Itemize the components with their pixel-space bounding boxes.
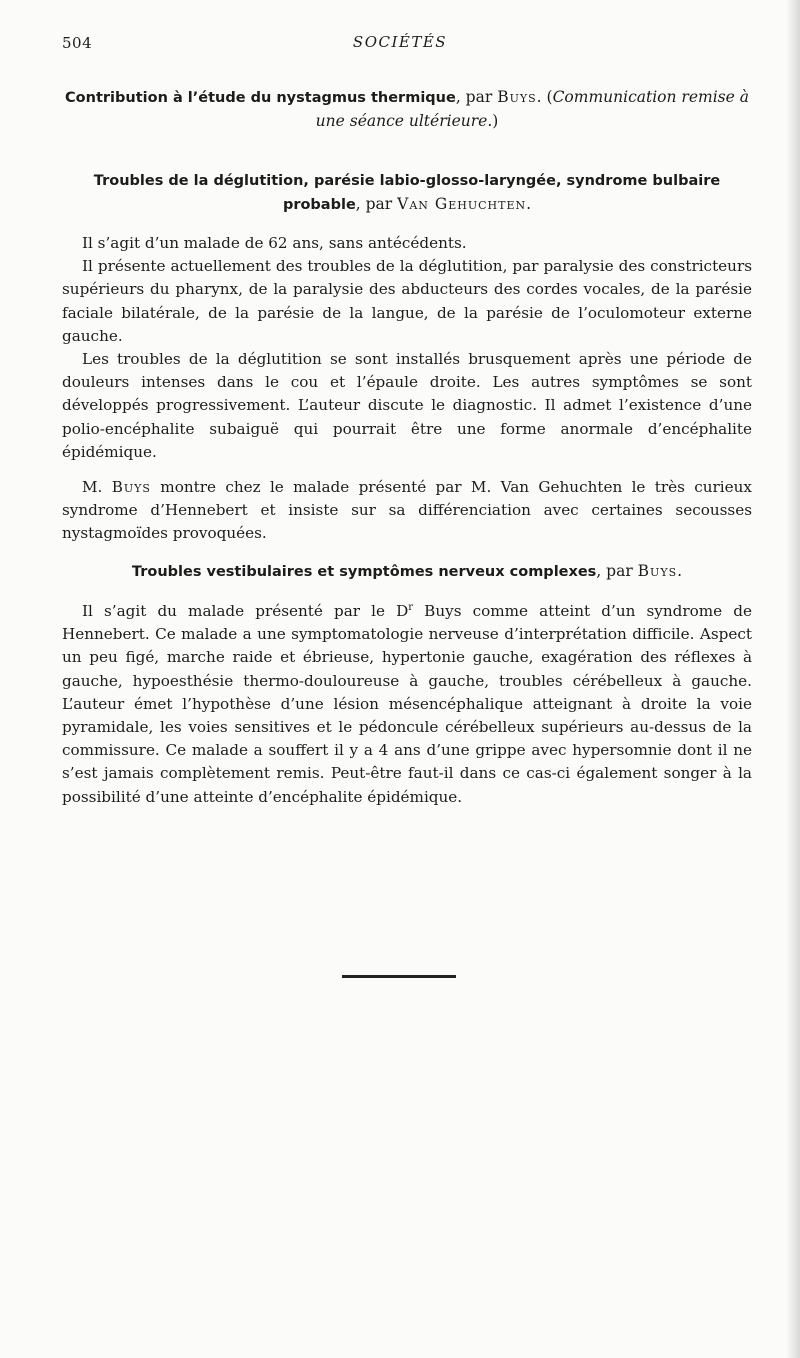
title-text-line2: probable [282,197,356,213]
para-rest: montre chez le malade présenté par M. Van Gehuchten le très curieux syndrome d’Hennebert et insiste sur sa différenciation avec certaines secousses nystagmoïdes provoquées. [62,478,752,543]
page-number: 504 [62,34,93,52]
note-open: . ( [536,88,553,106]
author-name: Buys [497,88,537,106]
paragraph [62,596,752,809]
section-body [62,232,752,546]
title-end: . [526,195,532,213]
section-vestibulaires [62,560,752,809]
paragraph: Il s’agit d’un malade de 62 ans, sans antécédents. [82,234,467,252]
end-rule [342,975,456,978]
communication-note: Communication remise à une séance ultérieure. [315,88,749,130]
title-text: Contribution à l’étude du nystagmus thermique [65,90,456,106]
section-title [62,86,752,133]
para-start: Il s’agit du malade présenté par le D [82,602,409,621]
title-end: . [677,562,683,580]
title-by: , par [355,195,398,213]
section-title [62,560,752,584]
paragraph [62,476,752,546]
title-text-line1: Troubles de la déglutition, parésie labio-glosso-laryngée, syndrome bulbaire [93,173,721,189]
paragraph: Il présente actuellement des troubles de la déglutition, par paralysie des constricteurs supérieurs du pharynx, de la paralysie des abducteurs des cordes vocales, de la parésie faciale bilatérale, de la parésie de la langue, de la parésie de l’oculomoteur externe gauche. [62,257,752,345]
section-deglutition [62,169,752,546]
author-name: Buys [637,562,678,580]
section-title [62,169,752,217]
para-rest: Buys comme atteint d’un syndrome de Hennebert. Ce malade a une symptomatologie nerveuse d’interprétation difficile. Aspect un peu figé, marche raide et ébrieuse, hypertonie gauche, exagération des réflexes à gauche, hypoesthésie thermo-douloureuse à gauche, troubles cérébelleux à gauche. L’auteur émet l’hypothèse d’une lésion mésencéphalique atteignant à droite la voie pyramidale, les voies sensitives et le pédoncule cérébelleux supérieurs au-dessus de la commissure. Ce malade a souffert il y a 4 ans d’une grippe avec hypersomnie dont il ne s’est jamais complètement remis. Peut-être faut-il dans ce cas-ci également songer à la possibilité d’une atteinte d’encéphalite épidémique. [62,602,752,806]
note-close: ) [492,112,499,130]
title-by: , par [596,562,638,580]
para-start: M. [82,478,112,497]
title-text: Troubles vestibulaires et symptômes nerveux complexes [131,564,597,580]
running-title: SOCIÉTÉS [352,33,448,51]
section-nystagmus [62,86,752,133]
section-body [62,596,752,809]
superscript: r [408,602,414,613]
page-edge-shadow [786,0,800,1358]
author-name: Van Gehuchten [397,195,527,213]
paragraph: Les troubles de la déglutition se sont installés brusquement après une période de douleurs intenses dans le cou et l’épaule droite. Les autres symptômes se sont développés progressivement. L’auteur discute le diagnostic. Il admet l’existence d’une polio-encéphalite subaiguë qui pourrait être une forme anormale d’encéphalite épidémique. [62,350,752,461]
title-by: , par [455,88,498,106]
author-name: Buys [111,478,151,497]
